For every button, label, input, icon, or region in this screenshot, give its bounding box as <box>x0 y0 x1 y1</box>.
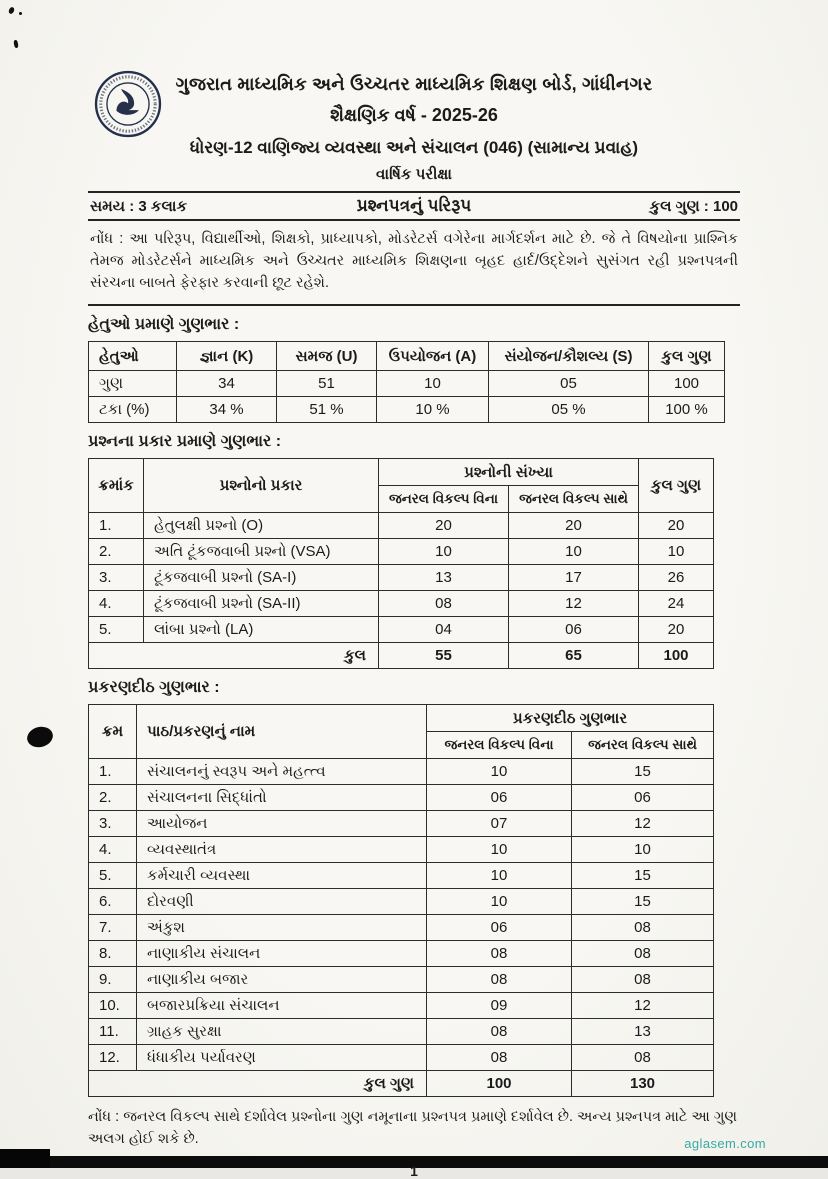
table-cell: 10 <box>639 539 714 565</box>
table-cell: 08 <box>379 591 509 617</box>
table-cell: 10 <box>377 371 489 397</box>
board-seal-logo <box>94 70 162 138</box>
page-number: 1 <box>410 1162 418 1179</box>
col-header: સંયોજન/કૌશલ્ય (S) <box>489 342 649 371</box>
scan-speck-icon <box>8 6 15 14</box>
row-number: 11. <box>89 1019 137 1045</box>
row-number: 3. <box>89 811 137 837</box>
exam-duration: સમય : 3 કલાક <box>90 197 188 215</box>
question-types-table <box>88 458 714 669</box>
col-header: ક્રમ <box>89 705 137 759</box>
chapter-name: સંચાલનનું સ્વરૂપ અને મહત્ત્વ <box>137 759 427 785</box>
chapter-name: નાણાકીય સંચાલન <box>137 941 427 967</box>
table-cell: 08 <box>427 1019 572 1045</box>
table-header-row <box>89 342 725 371</box>
table-cell: 08 <box>427 967 572 993</box>
table-cell: 26 <box>639 565 714 591</box>
row-number: 1. <box>89 513 144 539</box>
table-row <box>89 941 714 967</box>
table-cell: 09 <box>427 993 572 1019</box>
table-row <box>89 967 714 993</box>
objectives-section-title: હેતુઓ પ્રમાણે ગુણભાર : <box>88 316 240 334</box>
table-cell: 05 <box>489 371 649 397</box>
table-row <box>89 1045 714 1071</box>
scan-speck-icon <box>19 12 22 15</box>
col-header: પાઠ/પ્રકરણનું નામ <box>137 705 427 759</box>
row-number: 8. <box>89 941 137 967</box>
table-row <box>89 837 714 863</box>
document-content <box>88 0 740 1179</box>
table-cell: 10 <box>572 837 714 863</box>
table-cell: 08 <box>572 941 714 967</box>
col-header: કુલ ગુણ <box>649 342 725 371</box>
table-cell: 100 <box>639 643 714 669</box>
table-row <box>89 889 714 915</box>
footer-note: નોંધ : જનરલ વિકલ્પ સાથે દર્શાવેલ પ્રશ્નોના ગુણ નમૂનાના પ્રશ્નપત્ર પ્રમાણે દર્શાવેલ છે. અન્ય પ્રશ્નપત્ર માટે આ ગુણ અલગ હોઈ શકે છે. <box>88 1109 738 1147</box>
table-cell: 51 % <box>277 397 377 423</box>
row-number: 5. <box>89 617 144 643</box>
instruction-note: નોંધ : આ પરિરૂપ, વિદ્યાર્થીઓ, શિક્ષકો, પ્રાધ્યાપકો, મોડરેટર્સ વગેરેના માર્ગદર્શન માટે છે. જે તે વિષયોના પ્રાશ્નિક તેમજ મોડરેટર્સને માધ્યમિક અને ઉચ્ચતર માધ્યમિક શિક્ષણના બૃહદ હાર્દ/ઉદ્દેશને સુસંગત રહી પ્રશ્નપત્રની સંરચના બાબતે ફેરફાર કરવાની છૂટ રહેશે. <box>88 221 740 306</box>
col-header: હેતુઓ <box>89 342 177 371</box>
table-cell: 17 <box>509 565 639 591</box>
col-header: સમજ (U) <box>277 342 377 371</box>
col-group-header: પ્રકરણદીઠ ગુણભાર <box>427 705 714 732</box>
table-cell: 12 <box>572 993 714 1019</box>
ink-blot-icon <box>25 724 55 750</box>
row-number: 10. <box>89 993 137 1019</box>
table-row <box>89 397 725 423</box>
academic-year: શૈક્ષણિક વર્ષ - 2025-26 <box>330 105 498 125</box>
question-type: લાંબા પ્રશ્નો (LA) <box>144 617 379 643</box>
paper-blueprint-title: પ્રશ્નપત્રનું પરિરૂપ <box>356 196 472 215</box>
question-type: હેતુલક્ષી પ્રશ્નો (O) <box>144 513 379 539</box>
col-header: જ્ઞાન (K) <box>177 342 277 371</box>
col-subheader: જનરલ વિકલ્પ સાથે <box>509 486 639 513</box>
question-type: અતિ ટૂંકજવાબી પ્રશ્નો (VSA) <box>144 539 379 565</box>
table-cell: 15 <box>572 889 714 915</box>
table-cell: 04 <box>379 617 509 643</box>
table-cell: 100 % <box>649 397 725 423</box>
table-cell: 08 <box>427 1045 572 1071</box>
row-number: 9. <box>89 967 137 993</box>
chapter-name: ગ્રાહક સુરક્ષા <box>137 1019 427 1045</box>
table-cell: 08 <box>427 941 572 967</box>
col-group-header: પ્રશ્નોની સંખ્યા <box>379 459 639 486</box>
chapter-name: બજારપ્રક્રિયા સંચાલન <box>137 993 427 1019</box>
table-cell: 24 <box>639 591 714 617</box>
table-cell: 10 <box>427 863 572 889</box>
chapter-name: દોરવણી <box>137 889 427 915</box>
question-types-section-title: પ્રશ્નના પ્રકાર પ્રમાણે ગુણભાર : <box>88 433 282 451</box>
table-row <box>89 915 714 941</box>
col-header: પ્રશ્નોનો પ્રકાર <box>144 459 379 513</box>
table-cell: 34 <box>177 371 277 397</box>
col-header: કુલ ગુણ <box>639 459 714 513</box>
table-cell: 10 <box>427 837 572 863</box>
col-subheader: જનરલ વિકલ્પ સાથે <box>572 732 714 759</box>
table-cell: 10 <box>427 759 572 785</box>
total-label: કુલ <box>89 643 379 669</box>
chapter-name: ધંધાકીય પર્યાવરણ <box>137 1045 427 1071</box>
row-number: 1. <box>89 759 137 785</box>
board-name: ગુજરાત માધ્યમિક અને ઉચ્ચતર માધ્યમિક શિક્ષણ બોર્ડ, ગાંધીનગર <box>175 74 653 94</box>
table-row <box>89 371 725 397</box>
objectives-table <box>88 341 725 423</box>
course-title: ધોરણ-12 વાણિજ્ય વ્યવસ્થા અને સંચાલન (046) (સામાન્ય પ્રવાહ) <box>189 138 639 157</box>
table-row <box>89 1019 714 1045</box>
table-row <box>89 565 714 591</box>
table-cell: 07 <box>427 811 572 837</box>
table-row <box>89 513 714 539</box>
table-row <box>89 591 714 617</box>
row-number: 2. <box>89 539 144 565</box>
chapters-table <box>88 704 714 1097</box>
chapter-name: અંકુશ <box>137 915 427 941</box>
col-header: ક્રમાંક <box>89 459 144 513</box>
table-total-row <box>89 1071 714 1097</box>
total-marks: કુલ ગુણ : 100 <box>649 197 739 215</box>
table-cell: 15 <box>572 759 714 785</box>
table-cell: 12 <box>572 811 714 837</box>
chapters-section-title: પ્રકરણદીઠ ગુણભાર : <box>88 679 220 697</box>
table-cell: 13 <box>572 1019 714 1045</box>
table-cell: 130 <box>572 1071 714 1097</box>
table-cell: 10 <box>379 539 509 565</box>
table-cell: 10 <box>509 539 639 565</box>
chapter-name: નાણાકીય બજાર <box>137 967 427 993</box>
table-cell: 08 <box>572 1045 714 1071</box>
table-cell: 06 <box>572 785 714 811</box>
table-cell: 06 <box>509 617 639 643</box>
row-number: 12. <box>89 1045 137 1071</box>
table-cell: 65 <box>509 643 639 669</box>
table-row <box>89 811 714 837</box>
table-cell: 51 <box>277 371 377 397</box>
scan-speck-icon <box>13 40 18 49</box>
row-number: 6. <box>89 889 137 915</box>
scan-edge-corner <box>0 1149 50 1168</box>
table-cell: 10 % <box>377 397 489 423</box>
table-header-row <box>89 459 714 486</box>
chapter-name: વ્યવસ્થાતંત્ર <box>137 837 427 863</box>
col-subheader: જનરલ વિકલ્પ વિના <box>379 486 509 513</box>
table-cell: 06 <box>427 915 572 941</box>
row-label: ગુણ <box>89 371 177 397</box>
table-row <box>89 785 714 811</box>
row-number: 2. <box>89 785 137 811</box>
table-row <box>89 617 714 643</box>
row-number: 7. <box>89 915 137 941</box>
table-cell: 08 <box>572 967 714 993</box>
table-cell: 12 <box>509 591 639 617</box>
table-cell: 34 % <box>177 397 277 423</box>
row-number: 4. <box>89 837 137 863</box>
table-cell: 20 <box>639 513 714 539</box>
row-number: 5. <box>89 863 137 889</box>
table-row <box>89 539 714 565</box>
row-number: 4. <box>89 591 144 617</box>
table-total-row <box>89 643 714 669</box>
table-cell: 20 <box>509 513 639 539</box>
question-type: ટૂંકજવાબી પ્રશ્નો (SA-I) <box>144 565 379 591</box>
table-cell: 05 % <box>489 397 649 423</box>
table-cell: 100 <box>649 371 725 397</box>
table-row <box>89 993 714 1019</box>
table-header-row <box>89 705 714 732</box>
row-label: ટકા (%) <box>89 397 177 423</box>
total-label: કુલ ગુણ <box>89 1071 427 1097</box>
row-number: 3. <box>89 565 144 591</box>
question-type: ટૂંકજવાબી પ્રશ્નો (SA-II) <box>144 591 379 617</box>
table-cell: 06 <box>427 785 572 811</box>
chapter-name: આયોજન <box>137 811 427 837</box>
table-cell: 10 <box>427 889 572 915</box>
document-header <box>88 0 740 183</box>
table-cell: 20 <box>639 617 714 643</box>
swan-emblem-icon <box>94 70 162 138</box>
col-subheader: જનરલ વિકલ્પ વિના <box>427 732 572 759</box>
table-cell: 13 <box>379 565 509 591</box>
watermark-text: aglasem.com <box>684 1136 766 1151</box>
table-cell: 08 <box>572 915 714 941</box>
table-row <box>89 759 714 785</box>
exam-name: વાર્ષિક પરીક્ષા <box>376 166 452 183</box>
table-cell: 15 <box>572 863 714 889</box>
chapter-name: કર્મચારી વ્યવસ્થા <box>137 863 427 889</box>
table-cell: 100 <box>427 1071 572 1097</box>
exam-meta-row <box>88 191 740 221</box>
table-row <box>89 863 714 889</box>
table-cell: 20 <box>379 513 509 539</box>
col-header: ઉપયોજન (A) <box>377 342 489 371</box>
chapter-name: સંચાલનના સિદ્ધાંતો <box>137 785 427 811</box>
table-cell: 55 <box>379 643 509 669</box>
